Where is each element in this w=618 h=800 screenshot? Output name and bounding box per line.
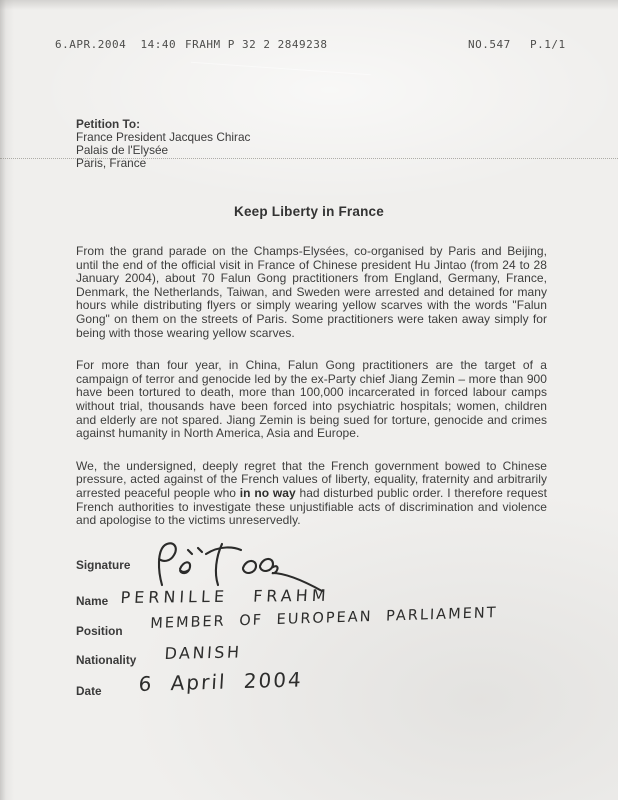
date-handwritten-value: 6 April 2004	[138, 667, 304, 696]
nationality-handwritten-value: DANISH	[164, 642, 243, 663]
petition-to-label: Petition To:	[76, 117, 140, 131]
fax-header	[0, 38, 618, 116]
fax-page-count: P.1/1	[530, 38, 566, 51]
paragraph-3-emphasis: in no way	[239, 485, 296, 500]
nationality-label: Nationality	[76, 653, 137, 667]
signature-row	[76, 558, 130, 572]
paragraph-3-end: had disturbed public order. I therefore request French authorities to investigate these unjustifiable acts of discrimination and violence and apologise to the victims unreservedly.	[76, 485, 547, 528]
recipient-line-city: Paris, France	[76, 156, 147, 170]
paragraph-3	[76, 460, 547, 528]
name-handwritten-value: PERNILLE FRAHM	[120, 585, 331, 607]
paragraph-3-start: We, the undersigned, deeply regret that the French government bowed to Chinese pressure, acted against of the French values of liberty, equality, fraternity and arbitrarily arrested peaceful people who	[76, 458, 547, 500]
fax-sender-id: FRAHM P 32 2 2849238	[185, 38, 328, 51]
position-handwritten-value: MEMBER OF EUROPEAN PARLIAMENT	[150, 605, 498, 632]
nationality-row	[76, 642, 243, 667]
recipient-block	[76, 118, 250, 170]
fax-number: NO.547	[468, 38, 511, 51]
letter-body	[76, 245, 547, 547]
date-row	[76, 667, 304, 698]
fax-datetime: 6.APR.2004 14:40	[55, 38, 177, 51]
position-label: Position	[76, 624, 123, 638]
position-row	[76, 605, 498, 638]
signature-label: Signature	[76, 558, 131, 572]
recipient-line-palace: Palais de l'Elysée	[76, 143, 169, 157]
name-row	[76, 585, 331, 608]
recipient-line-president: France President Jacques Chirac	[76, 130, 251, 144]
date-label: Date	[76, 684, 102, 698]
name-label: Name	[76, 594, 109, 608]
paragraph-2: For more than four year, in China, Falun Gong practitioners are the target of a campaign of terror and genocide led by the ex-Party chief Jiang Zemin – more than 900 have been tortured to death, more than 100,000 incarcerated in forced labour camps without trial, thousands have been forced into psychiatric hospitals; women, children and elderly are not spared. Jiang Zemin is being sued for torture, genocide and crimes against humanity in North America, Asia and Europe.	[76, 358, 547, 441]
page-title: Keep Liberty in France	[234, 204, 384, 219]
paragraph-1: From the grand parade on the Champs-Elysées, co-organised by Paris and Beijing, until the end of the official visit in France of Chinese president Hu Jintao (from 24 to 28 January 2004), about 70 Falun Gong practitioners from England, Germany, France, Denmark, the Netherlands, Taiwan, and Sweden were arrested and detained for many hours while distributing flyers or simply wearing yellow scarves with the words "Falun Gong" on them on the streets of Paris. Some practitioners were taken away simply for being with those wearing yellow scarves.	[76, 244, 547, 340]
